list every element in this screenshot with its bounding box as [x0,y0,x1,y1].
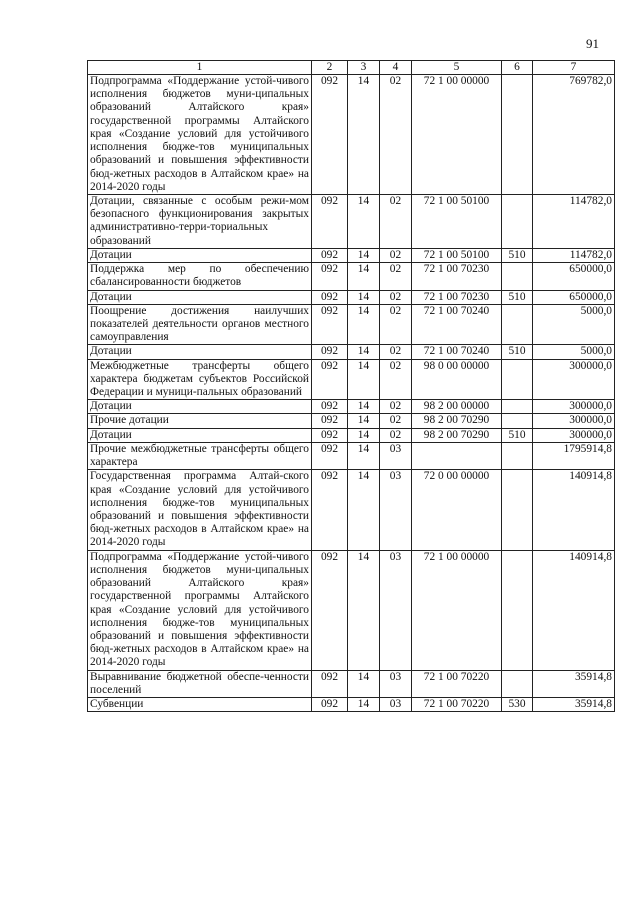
target-article-code [412,442,502,469]
subsection-code: 02 [380,428,412,442]
row-name: Межбюджетные трансферты общего характера бюджетам субъектов Российской Федерации и муници-пальных образований [88,359,312,400]
expense-type-code [502,550,533,670]
target-article-code: 72 1 00 70240 [412,304,502,345]
amount: 140914,8 [533,550,615,670]
expense-type-code: 510 [502,428,533,442]
target-article-code: 72 1 00 50100 [412,248,502,262]
ministry-code: 092 [312,442,348,469]
row-name: Подпрограмма «Поддержание устой-чивого исполнения бюджетов муни-ципальных образований Алтайского края» государственной программы Алтайского края «Создание условий для устойчивого исполнения бюдже-тов муниципальных образований и повышения эффективности бюд-жетных расходов в Алтайском крае» на 2014-2020 годы [88,75,312,195]
subsection-code: 03 [380,442,412,469]
ministry-code: 092 [312,75,348,195]
ministry-code: 092 [312,290,348,304]
target-article-code: 72 1 00 70230 [412,263,502,290]
amount: 650000,0 [533,263,615,290]
column-header: 6 [502,61,533,75]
amount: 5000,0 [533,304,615,345]
column-header: 3 [348,61,380,75]
table-row [88,304,615,345]
expense-type-code [502,414,533,428]
row-name: Дотации [88,400,312,414]
column-header: 1 [88,61,312,75]
target-article-code: 98 2 00 70290 [412,414,502,428]
section-code: 14 [348,75,380,195]
target-article-code: 72 1 00 70230 [412,290,502,304]
subsection-code: 02 [380,304,412,345]
table-row [88,442,615,469]
table-row [88,263,615,290]
amount: 300000,0 [533,359,615,400]
section-code: 14 [348,194,380,248]
expense-type-code [502,442,533,469]
expense-type-code: 510 [502,345,533,359]
row-name: Дотации [88,248,312,262]
row-name: Поощрение достижения наилучших показателей деятельности органов местного самоуправления [88,304,312,345]
subsection-code: 02 [380,194,412,248]
subsection-code: 03 [380,550,412,670]
amount: 1795914,8 [533,442,615,469]
ministry-code: 092 [312,670,348,697]
expense-type-code: 510 [502,290,533,304]
subsection-code: 02 [380,345,412,359]
budget-table [87,60,615,712]
column-header: 4 [380,61,412,75]
row-name: Дотации, связанные с особым режи-мом безопасного функционирования закрытых административно-терри-ториальных образований [88,194,312,248]
subsection-code: 02 [380,248,412,262]
subsection-code: 02 [380,75,412,195]
amount: 140914,8 [533,470,615,550]
expense-type-code [502,75,533,195]
subsection-code: 02 [380,414,412,428]
subsection-code: 03 [380,698,412,712]
section-code: 14 [348,442,380,469]
amount: 300000,0 [533,428,615,442]
expense-type-code [502,400,533,414]
section-code: 14 [348,414,380,428]
subsection-code: 03 [380,670,412,697]
expense-type-code: 530 [502,698,533,712]
table-row [88,75,615,195]
page-number: 91 [586,36,599,51]
ministry-code: 092 [312,414,348,428]
ministry-code: 092 [312,345,348,359]
table-row [88,470,615,550]
section-code: 14 [348,698,380,712]
section-code: 14 [348,263,380,290]
header-row [88,61,615,75]
amount: 769782,0 [533,75,615,195]
table-row [88,550,615,670]
target-article-code: 72 1 00 70220 [412,670,502,697]
expense-type-code [502,670,533,697]
section-code: 14 [348,428,380,442]
ministry-code: 092 [312,400,348,414]
subsection-code: 02 [380,290,412,304]
table-row [88,248,615,262]
amount: 300000,0 [533,414,615,428]
table-row [88,400,615,414]
row-name: Дотации [88,290,312,304]
ministry-code: 092 [312,698,348,712]
amount: 35914,8 [533,670,615,697]
column-header: 5 [412,61,502,75]
section-code: 14 [348,400,380,414]
row-name: Прочие межбюджетные трансферты общего характера [88,442,312,469]
subsection-code: 02 [380,400,412,414]
ministry-code: 092 [312,550,348,670]
amount: 114782,0 [533,248,615,262]
target-article-code: 98 2 00 70290 [412,428,502,442]
expense-type-code [502,263,533,290]
section-code: 14 [348,248,380,262]
section-code: 14 [348,304,380,345]
row-name: Выравнивание бюджетной обеспе-ченности поселений [88,670,312,697]
ministry-code: 092 [312,304,348,345]
section-code: 14 [348,345,380,359]
table-row [88,359,615,400]
table-row [88,414,615,428]
table-row [88,670,615,697]
table-row [88,194,615,248]
target-article-code: 72 1 00 70240 [412,345,502,359]
section-code: 14 [348,290,380,304]
row-name: Поддержка мер по обеспечению сбалансированности бюджетов [88,263,312,290]
table-row [88,345,615,359]
ministry-code: 092 [312,248,348,262]
section-code: 14 [348,470,380,550]
section-code: 14 [348,359,380,400]
row-name: Прочие дотации [88,414,312,428]
section-code: 14 [348,550,380,670]
target-article-code: 72 1 00 00000 [412,75,502,195]
ministry-code: 092 [312,359,348,400]
row-name: Дотации [88,345,312,359]
row-name: Субвенции [88,698,312,712]
amount: 114782,0 [533,194,615,248]
amount: 300000,0 [533,400,615,414]
subsection-code: 02 [380,263,412,290]
row-name: Подпрограмма «Поддержание устой-чивого исполнения бюджетов муни-ципальных образований Алтайского края» государственной программы Алтайского края «Создание условий для устойчивого исполнения бюдже-тов муниципальных образований и повышения эффективности бюд-жетных расходов в Алтайском крае» на 2014-2020 годы [88,550,312,670]
table-row [88,290,615,304]
target-article-code: 72 1 00 00000 [412,550,502,670]
column-header: 7 [533,61,615,75]
amount: 650000,0 [533,290,615,304]
target-article-code: 98 0 00 00000 [412,359,502,400]
subsection-code: 02 [380,359,412,400]
table-row [88,698,615,712]
expense-type-code [502,359,533,400]
amount: 5000,0 [533,345,615,359]
table-row [88,428,615,442]
target-article-code: 72 1 00 70220 [412,698,502,712]
ministry-code: 092 [312,263,348,290]
expense-type-code [502,194,533,248]
subsection-code: 03 [380,470,412,550]
expense-type-code [502,470,533,550]
target-article-code: 98 2 00 00000 [412,400,502,414]
ministry-code: 092 [312,470,348,550]
ministry-code: 092 [312,194,348,248]
ministry-code: 092 [312,428,348,442]
row-name: Дотации [88,428,312,442]
target-article-code: 72 1 00 50100 [412,194,502,248]
expense-type-code [502,304,533,345]
column-header: 2 [312,61,348,75]
section-code: 14 [348,670,380,697]
amount: 35914,8 [533,698,615,712]
row-name: Государственная программа Алтай-ского края «Создание условий для устойчивого исполнения бюдже-тов муниципальных образований и повышения эффективности бюд-жетных расходов в Алтайском крае» на 2014-2020 годы [88,470,312,550]
target-article-code: 72 0 00 00000 [412,470,502,550]
expense-type-code: 510 [502,248,533,262]
